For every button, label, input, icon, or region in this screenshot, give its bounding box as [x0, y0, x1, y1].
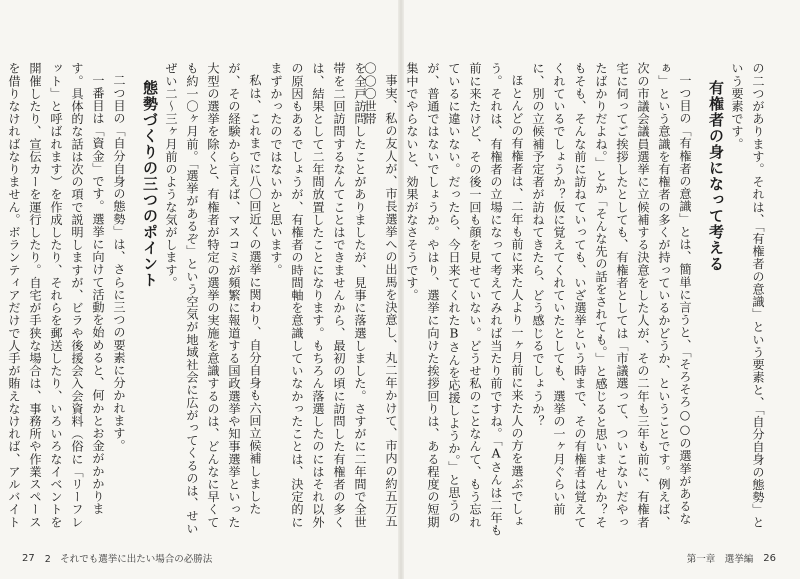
- section-heading-voter-perspective: 有権者の身になって考える: [707, 80, 725, 272]
- left-page: [0, 0, 398, 579]
- right-paragraph-4: 事実、私の友人が、市長選挙への出馬を決意し、丸二年かけて、市内の約五万五〇〇〇世帯: [363, 62, 398, 528]
- left-paragraph-4: 一番目は「資金」です。選挙に向けて活動を始めると、何かとお金がかかります。具体的な話は次の項で説明しますが、ビラや後援会入会資料（俗に「リーフレット」と呼ばれます）を作成したり、それらを郵送したり、いろいろなイベントを開催したり、宣伝カーを運行したり。自宅が手狭な場合は、事務所や作業スペースを借りなければなりません。ボランティアだけで人手が賄えなければ、アルバイト: [7, 62, 105, 529]
- left-paragraph-3: 二つ目の「自分自身の態勢」は、さらに三つの要素に分かれます。: [112, 74, 126, 453]
- running-head-chapter: 第一章 選挙編: [686, 554, 754, 565]
- right-paragraph-2: 一つ目の「有権者の意識」とは、簡単に言うと、「そろそろ○○の選挙があるなぁ」という意識を有権者の多くが持っているかどうか、ということです。例えば、次の市議会議員選挙に立候補する決意をした人が、その二年も三年も前に、有権者宅に伺ってご挨拶したとしても、有権者としては「市議選って、ついこないだやったばかりだよね。」とか「そんな先の話をされても。」と感じると思いませんか？そもそも、そんな前に訪ねていっても、いざ選挙という時まで、その有権者は覚えてくれているでしょうか？仮に覚えてくれていたとしても、選挙の一ヶ月ぐらい前に、別の立候補予定者が訪ねてきたら、どう感じるでしょうか？: [531, 62, 692, 529]
- book-gutter: [398, 0, 404, 579]
- right-page-body: [363, 62, 768, 540]
- right-paragraph-3: ほとんどの有権者は、二年も前に来た人より一ヶ月前に来た人の方を選ぶでしょう。それは、有権者の立場になって考えてみれば当たり前ですね。「Aさんは二年も前に来たけど、その後一回も顔を見せていない。どうせ私のことなんて、もう忘れているに違いない。だったら、今日来てくれたBさんを応援しようか。」と思うのが、普通ではないでしょうか。やはり、選挙に向けた挨拶回りは、ある程度の短期集中でやらないと、効果がなさそうです。: [405, 62, 524, 537]
- left-page-footer: [22, 551, 212, 565]
- left-page-body: [7, 62, 370, 540]
- running-head-section: 2 それでも選挙に出たい場合の必勝法: [44, 554, 213, 565]
- page-number-left: 27: [22, 552, 35, 564]
- left-paragraph-2: 私は、これまでに八〇回近くの選挙に関わり、自分自身も六回立候補しましたが、その経験から言えば、マスコミが頻繁に報道する国政選挙や知事選挙といった大型の選挙を除くと、有権者が特定の選挙の実施を意識するのは、どんなに早くても約一〇ヶ月前。「選挙があるぞ」という空気が地域社会に広がってくるのは、せいぜい二～三ヶ月前のような気がします。: [164, 62, 262, 535]
- page-number-right: 26: [763, 552, 776, 564]
- right-page-footer: [687, 551, 776, 565]
- right-page: [363, 0, 800, 579]
- right-paragraph-1: の二つがあります。それは、「有権者の意識」という要素と、「自分自身の態勢」という要素です。: [730, 62, 765, 529]
- section-heading-three-points: 態勢づくりの三つのポイント: [141, 80, 159, 288]
- left-paragraph-1: を全戸訪問したことがありましたが、見事に落選しました。さすがに二年間で全世帯を二回訪問するなんてことはできませんから、最初の頃に訪問した有権者の多くは、結果として二年間放置したことになります。もちろん落選したのにはそれ以外の原因もあるでしょうが、有権者の時間軸を意識していなかったことは、決定的にまずかったのではないかと思います。: [269, 62, 367, 529]
